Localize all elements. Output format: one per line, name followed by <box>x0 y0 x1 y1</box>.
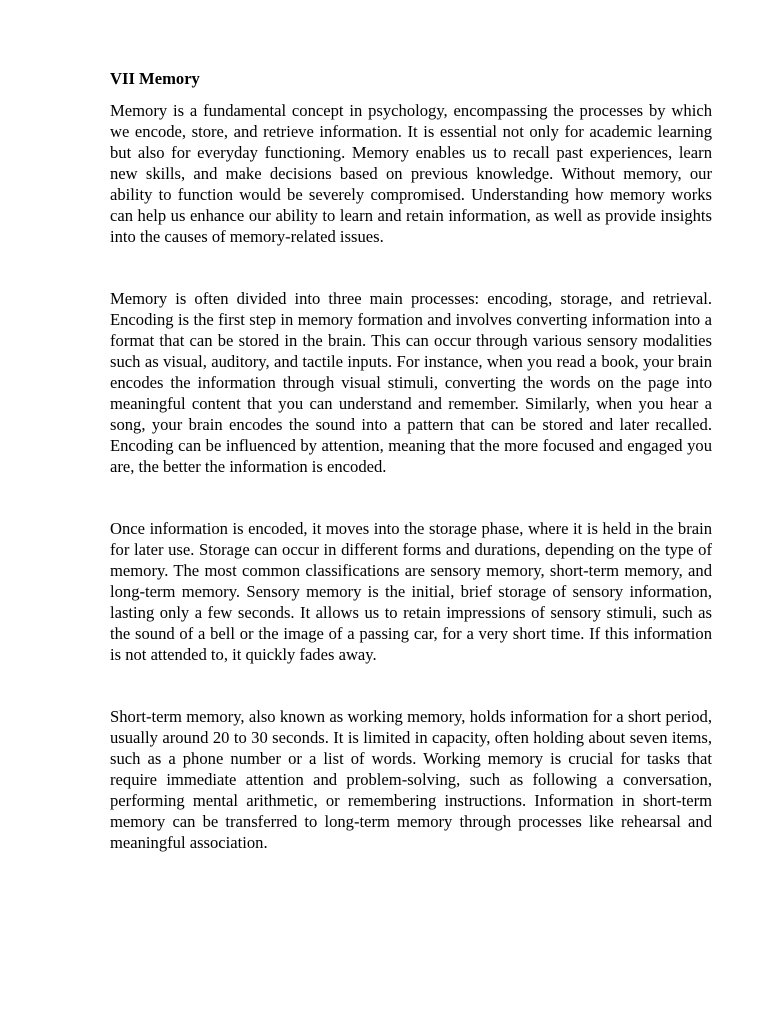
section-title: VII Memory <box>110 69 200 88</box>
paragraph-intro: Memory is a fundamental concept in psychology, encompassing the processes by which we encode, store, and retrieve information. It is essential not only for academic learning but also for everyday functioning. Memory enables us to recall past experiences, learn new skills, and make decisions based on previous knowledge. Without memory, our ability to function would be severely compromised. Understanding how memory works can help us enhance our ability to learn and retain information, as well as provide insights into the causes of memory-related issues. <box>110 101 712 246</box>
paragraph-storage: Once information is encoded, it moves into the storage phase, where it is held in the brain for later use. Storage can occur in different forms and durations, depending on the type of memory. The most common classifications are sensory memory, short-term memory, and long-term memory. Sensory memory is the initial, brief storage of sensory information, lasting only a few seconds. It allows us to retain impressions of sensory stimuli, such as the sound of a bell or the image of a passing car, for a very short time. If this information is not attended to, it quickly fades away. <box>110 519 712 664</box>
document-page <box>110 66 712 853</box>
paragraph-processes: Memory is often divided into three main processes: encoding, storage, and retrieval. Encoding is the first step in memory formation and involves converting information into a format that can be stored in the brain. This can occur through various sensory modalities such as visual, auditory, and tactile inputs. For instance, when you read a book, your brain encodes the information through visual stimuli, converting the words on the page into meaningful content that you can understand and remember. Similarly, when you hear a song, your brain encodes the sound into a pattern that can be stored and later recalled. Encoding can be influenced by attention, meaning that the more focused and engaged you are, the better the information is encoded. <box>110 289 712 476</box>
paragraph-short-term: Short-term memory, also known as working memory, holds information for a short period, usually around 20 to 30 seconds. It is limited in capacity, often holding about seven items, such as a phone number or a list of words. Working memory is crucial for tasks that require immediate attention and problem-solving, such as following a conversation, performing mental arithmetic, or remembering instructions. Information in short-term memory can be transferred to long-term memory through processes like rehearsal and meaningful association. <box>110 707 712 852</box>
